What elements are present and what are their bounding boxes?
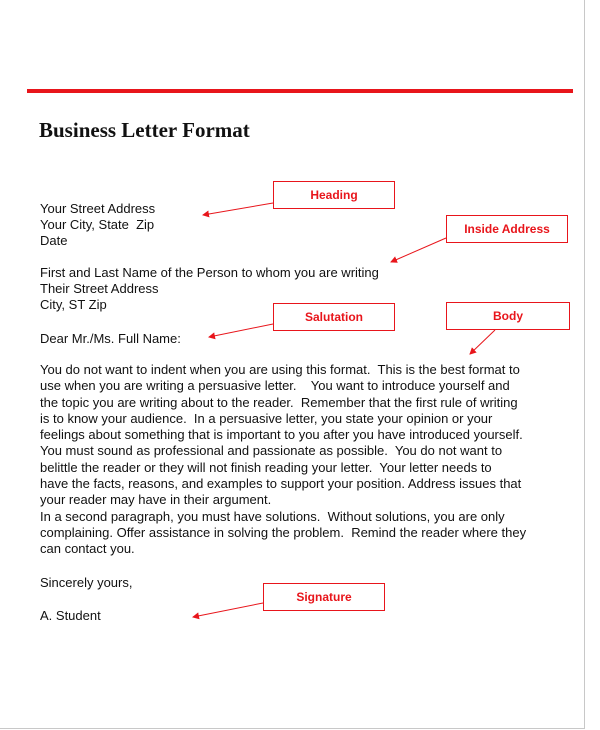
- signature-callout: Signature: [263, 583, 385, 611]
- inside-address-line-name: First and Last Name of the Person to whom you are writing: [40, 265, 379, 280]
- salutation-callout: Salutation: [273, 303, 395, 331]
- heading-line-date: Date: [40, 233, 68, 248]
- body-line: have the facts, reasons, and examples to support your position. Address issues that: [40, 476, 522, 492]
- inside-address-arrow: [391, 238, 446, 262]
- heading-line-city: Your City, State Zip: [40, 217, 155, 232]
- red-rule: [27, 89, 573, 93]
- body-line: your reader may have in their argument.: [40, 492, 272, 508]
- inside-address-line-street: Their Street Address: [40, 281, 159, 296]
- signature-line: A. Student: [40, 608, 101, 623]
- body-line: You must sound as professional and passionate as possible. You do not want to: [40, 443, 503, 459]
- body-line: can contact you.: [40, 541, 135, 557]
- letter-body: [40, 362, 580, 558]
- body-line: use when you are writing a persuasive letter. You want to introduce yourself and: [40, 378, 510, 394]
- heading-arrow: [203, 203, 273, 215]
- page-title: Business Letter Format: [39, 118, 250, 142]
- body-line: belittle the reader or they will not finish reading your letter. Your letter needs to: [40, 459, 492, 475]
- inside-address-line-city: City, ST Zip: [40, 297, 107, 312]
- body-line: the topic you are writing about to the reader. Remember that the first rule of writing: [40, 394, 518, 410]
- heading-callout: Heading: [273, 181, 395, 209]
- body-line: You do not want to indent when you are using this format. This is the best format to: [40, 362, 520, 377]
- body-line: feelings about something that is important to you after you have introduced yourself.: [40, 427, 523, 443]
- signature-arrow: [193, 603, 263, 617]
- heading-line-street: Your Street Address: [40, 201, 156, 216]
- body-line: complaining. Offer assistance in solving the problem. Remind the reader where they: [40, 524, 527, 540]
- body-line: is to know your audience. In a persuasive letter, you state your opinion or your: [40, 410, 493, 426]
- inside-address-callout: Inside Address: [446, 215, 568, 243]
- closing-line: Sincerely yours,: [40, 575, 133, 590]
- body-arrow: [470, 330, 495, 354]
- body-callout: Body: [446, 302, 570, 330]
- salutation-arrow: [209, 324, 273, 337]
- salutation-line: Dear Mr./Ms. Full Name:: [40, 331, 181, 346]
- body-line: In a second paragraph, you must have solutions. Without solutions, you are only: [40, 508, 505, 524]
